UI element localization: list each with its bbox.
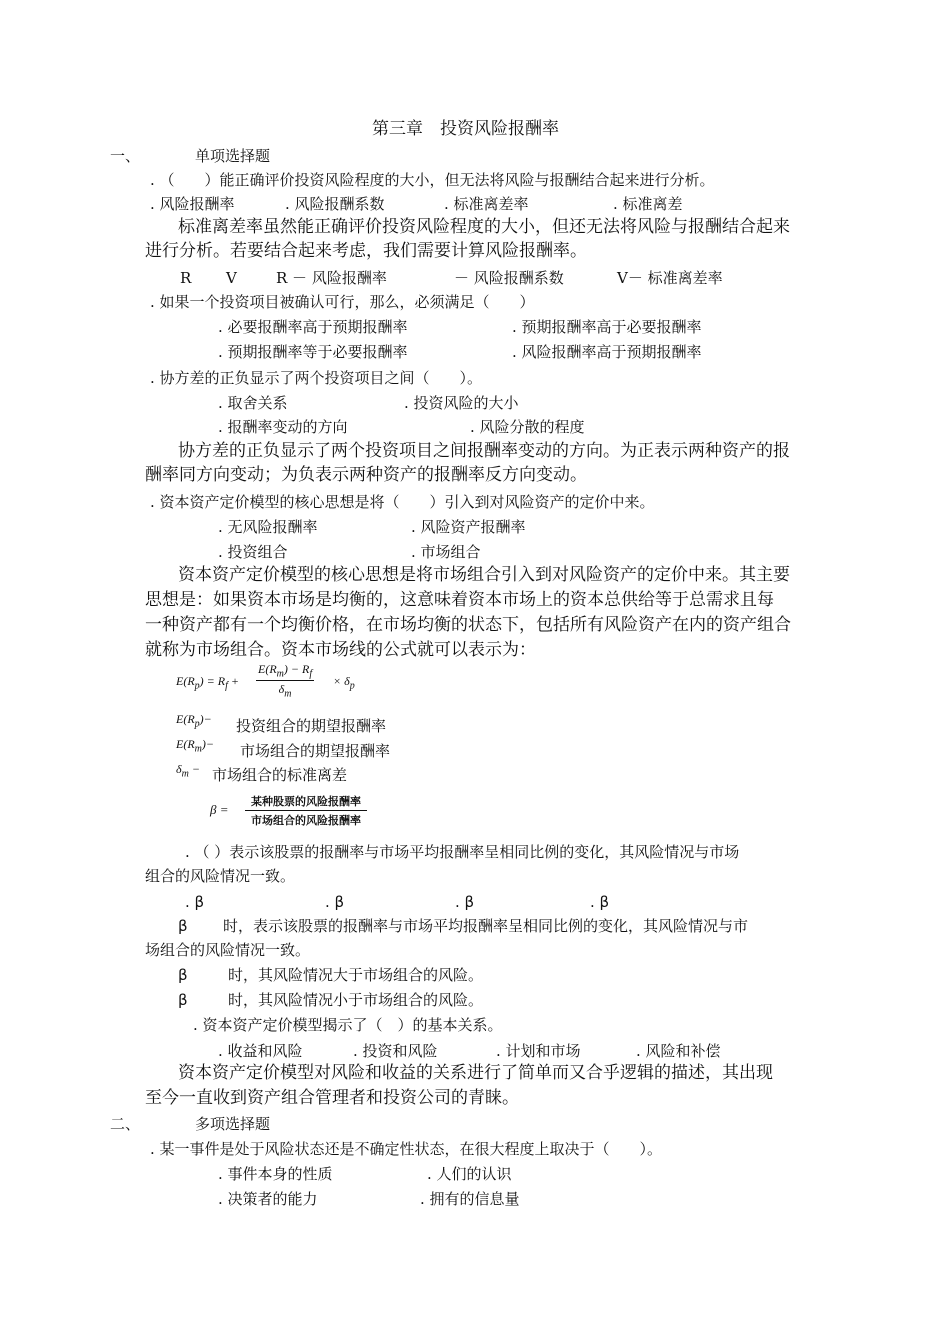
option-b: . 投资和风险 — [353, 1042, 438, 1060]
option-d: . 拥有的信息量 — [420, 1190, 520, 1208]
option-c: . 计划和市场 — [496, 1042, 581, 1060]
explanation-line: 协方差的正负显示了两个投资项目之间报酬率变动的方向。为正表示两种资产的报 — [178, 441, 790, 461]
explanation-line: 就称为市场组合。资本市场线的公式就可以表示为： — [145, 640, 536, 660]
option-b: . 预期报酬率高于必要报酬率 — [512, 318, 702, 336]
def-symbol: $E(R_m)-$ — [176, 737, 214, 755]
explanation-line: 时，其风险情况小于市场组合的风险。 — [228, 991, 484, 1009]
formula-term: V－ 标准离差率 — [617, 269, 723, 287]
section-number: 二、 — [110, 1115, 141, 1133]
question-text: . 某一事件是处于风险状态还是不确定性状态，在很大程度上取决于（ ）。 — [150, 1140, 663, 1158]
option-c: . 标准离差率 — [444, 195, 529, 213]
option-a: . 事件本身的性质 — [218, 1165, 333, 1183]
option-b: . 人们的认识 — [427, 1165, 512, 1183]
question-text: . 资本资产定价模型揭示了（ ）的基本关系。 — [193, 1016, 503, 1034]
option-b: . 投资风险的大小 — [404, 394, 519, 412]
explanation-line: 时，表示该股票的报酬率与市场平均报酬率呈相同比例的变化，其风险情况与市 — [223, 917, 749, 935]
option-b: . β — [325, 893, 345, 911]
question-text: . （ ）表示该股票的报酬率与市场平均报酬率呈相同比例的变化，其风险情况与市场 — [185, 843, 740, 861]
formula-term: V — [226, 269, 237, 287]
chapter-title: 第三章 投资风险报酬率 — [372, 119, 559, 139]
explanation-line: 时，其风险情况大于市场组合的风险。 — [228, 966, 484, 984]
option-a: . 取舍关系 — [218, 394, 288, 412]
beta-symbol: β — [178, 991, 188, 1009]
option-c: . β — [455, 893, 475, 911]
section-heading: 多项选择题 — [195, 1115, 271, 1133]
def-symbol: $\delta_m$ − — [176, 762, 200, 780]
question-text: . 如果一个投资项目被确认可行，那么，必须满足（ ） — [150, 293, 535, 311]
section-heading: 单项选择题 — [195, 147, 271, 165]
formula-term: R — [180, 269, 192, 287]
def-symbol: $E(R_p)-$ — [176, 712, 212, 730]
option-a: . 无风险报酬率 — [218, 518, 318, 536]
option-d: . 风险和补偿 — [636, 1042, 721, 1060]
question-text: . （ ）能正确评价投资风险程度的大小，但无法将风险与报酬结合起来进行分析。 — [150, 171, 715, 189]
explanation-line: 一种资产都有一个均衡价格，在市场均衡的状态下，包括所有风险资产在内的资产组合 — [145, 615, 791, 635]
option-d: . 标准离差 — [613, 195, 683, 213]
option-d: . β — [590, 893, 610, 911]
option-c: . 投资组合 — [218, 543, 288, 561]
explanation-line: 至今一直收到资产组合管理者和投资公司的青睐。 — [145, 1088, 519, 1108]
explanation-line: 资本资产定价模型的核心思想是将市场组合引入到对风险资产的定价中来。其主要 — [178, 565, 790, 585]
option-d: . 风险报酬率高于预期报酬率 — [512, 343, 702, 361]
explanation-line: 标准离差率虽然能正确评价投资风险程度的大小，但还无法将风险与报酬结合起来 — [178, 217, 790, 237]
beta-symbol: β — [178, 966, 188, 984]
question-text: . 协方差的正负显示了两个投资项目之间（ ）。 — [150, 369, 483, 387]
section-number: 一、 — [110, 147, 141, 165]
option-d: . 市场组合 — [411, 543, 481, 561]
option-c: . 决策者的能力 — [218, 1190, 318, 1208]
explanation-line: 资本资产定价模型对风险和收益的关系进行了简单而又合乎逻辑的描述，其出现 — [178, 1063, 773, 1083]
document-page: 第三章 投资风险报酬率 一、 单项选择题 . （ ）能正确评价投资风险程度的大小，但无法将风险与报酬结合起来进行分析。 . 风险报酬率 . 风险报酬系数 . 标准离差率 . 标准离差 标准离差率虽然能正确评价投资风险程度的大小，但还无法将风险与报酬结合起来 进行分析。若要结合起来考虑，我们需要计算风险报酬率。 R V R － 风险报酬率 － 风险报酬系数 V－ 标准离差率 . 如果一个投资项目被确认可行，那么，必须满足（ ） . 必要报酬率高于预期报酬率 . 预期报酬率高于必要报酬率 . 预期报酬率等于必要报酬率 . 风险报酬率高于预期报酬率 . 协方差的正负显示了两个投资项目之间（ ）。 . 取舍关系 . 投资风险的大小 . 报酬率变动的方向 . 风险分散的程度 协方差的正负显示了两个投资项目之间报酬率变动的方向。为正表示两种资产的报 酬率同方向变动；为负表示两种资产的报酬率反方向变动。 . 资本资产定价模型的核心思想是将（ ）引入到对风险资产的定价中来。 . 无风险报酬率 . 风险资产报酬率 . 投资组合 . 市场组合 资本资产定价模型的核心思想是将市场组合引入到对风险资产的定价中来。其主要 思想是：如果资本市场是均衡的，这意味着资本市场上的资本总供给等于总需求且每 一种资产都有一个均衡价格，在市场均衡的状态下，包括所有风险资产在内的资产组合 就称为市场组合。资本市场线的公式就可以表示为： $E(R_p) = R_f$ + $\frac{E(R_m) - R_f}{\delta_m}$ × $\delta_p$ $E(R_p)-$ 投资组合的期望报酬率 $E(R_m)-$ 市场组合的期望报酬率 $\delta_m$ − 市场组合的标准离差 β = 某种股票的风险报酬率 市场组合的风险报酬率 . （ ）表示该股票的报酬率与市场平均报酬率呈相同比例的变化，其风险情况与市场 组合的风险情况一致。 . β . β . β . β β 时，表示该股票的报酬率与市场平均报酬率呈相同比例的变化，其风险情况与市 场组合的风险情况一致。 β 时，其风险情况大于市场组合的风险。 β 时，其风险情况小于市场组合的风险。 . 资本资产定价模型揭示了（ ）的基本关系。 . 收益和风险 . 投资和风险 . 计划和市场 . 风险和补偿 资本资产定价模型对风险和收益的关系进行了简单而又合乎逻辑的描述，其出现 至今一直收到资产组合管理者和投资公司的青睐。 二、 多项选择题 . 某一事件是处于风险状态还是不确定性状态，在很大程度上取决于（ ）。 . 事件本身的性质 . 人们的认识 . 决策者的能力 . 拥有的信息量 — [0, 0, 950, 1344]
explanation-line: 酬率同方向变动；为负表示两种资产的报酬率反方向变动。 — [145, 465, 587, 485]
explanation-line: 场组合的风险情况一致。 — [145, 941, 311, 959]
option-b: . 风险资产报酬率 — [411, 518, 526, 536]
question-text: 组合的风险情况一致。 — [145, 867, 296, 885]
formula-term: － 风险报酬系数 — [454, 269, 564, 287]
option-a: . 收益和风险 — [218, 1042, 303, 1060]
formula-term: R － 风险报酬率 — [276, 269, 387, 287]
option-a: . 必要报酬率高于预期报酬率 — [218, 318, 408, 336]
option-a: . 风险报酬率 — [150, 195, 235, 213]
def-text: 市场组合的期望报酬率 — [240, 742, 391, 760]
explanation-line: 思想是：如果资本市场是均衡的，这意味着资本市场上的资本总供给等于总需求且每 — [145, 590, 774, 610]
option-d: . 风险分散的程度 — [470, 418, 585, 436]
option-b: . 风险报酬系数 — [285, 195, 385, 213]
def-text: 市场组合的标准离差 — [212, 766, 348, 784]
explanation-line: 进行分析。若要结合起来考虑，我们需要计算风险报酬率。 — [145, 241, 587, 261]
option-c: . 报酬率变动的方向 — [218, 418, 348, 436]
option-a: . β — [185, 893, 205, 911]
question-text: . 资本资产定价模型的核心思想是将（ ）引入到对风险资产的定价中来。 — [150, 493, 655, 511]
def-text: 投资组合的期望报酬率 — [236, 717, 387, 735]
beta-symbol: β — [178, 917, 188, 935]
option-c: . 预期报酬率等于必要报酬率 — [218, 343, 408, 361]
